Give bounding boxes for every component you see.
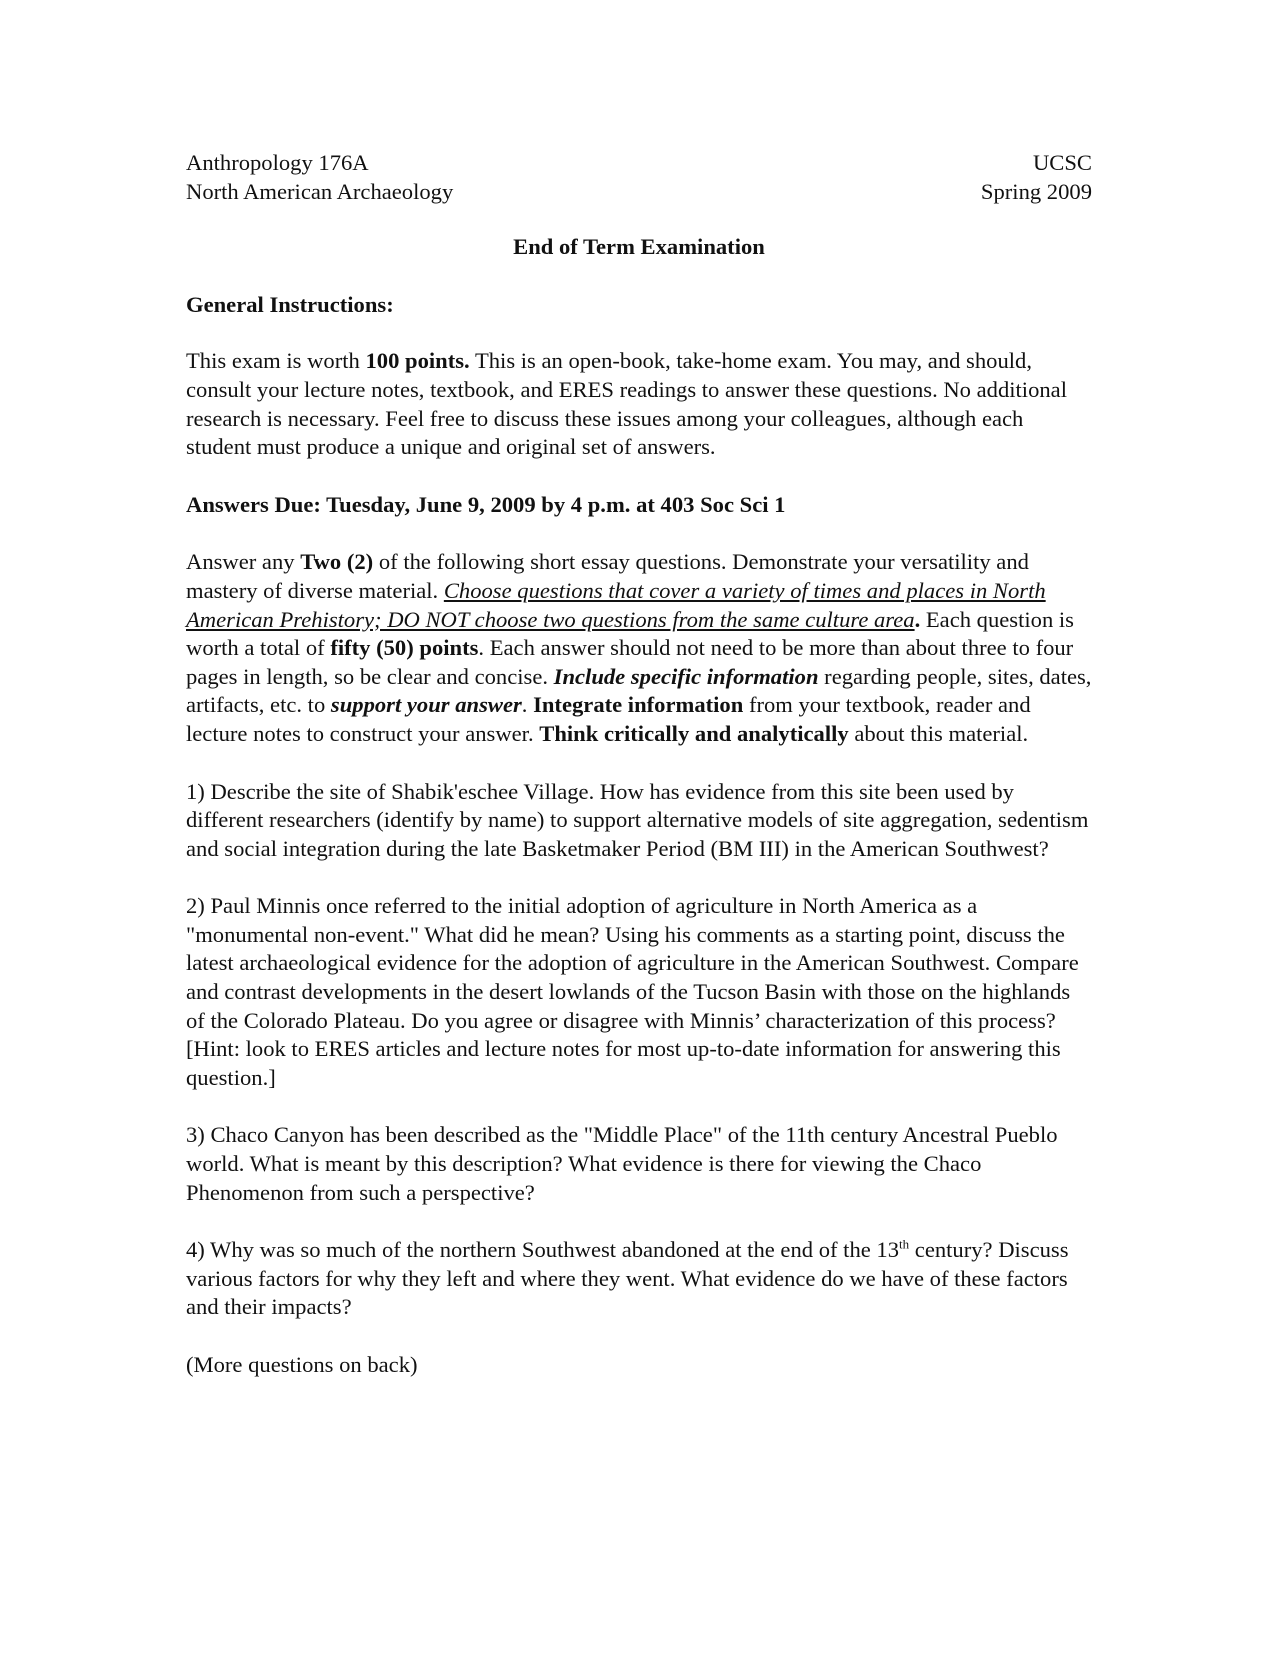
- directions-think: Think critically and analytically: [539, 720, 849, 746]
- directions-include: Include specific information: [553, 663, 819, 689]
- points-total: 100 points.: [365, 348, 470, 374]
- exam-page: [186, 149, 1092, 1380]
- term: Spring 2009: [980, 178, 1092, 204]
- directions-text-c: Each question is worth a total of: [186, 606, 1074, 661]
- directions-integrate: Integrate information: [533, 692, 744, 718]
- question-1: 1) Describe the site of Shabik'eschee Village. How has evidence from this site been used by different researchers (identify by name) to support alternative models of site aggregation, sedentism and social integration during the late Basketmaker Period (BM III) in the American Southwest?: [186, 778, 1089, 861]
- question-3: 3) Chaco Canyon has been described as the "Middle Place" of the 11th century Ancestral Pueblo world. What is meant by this description? What evidence is there for viewing the Chaco Phenomenon from such a perspective?: [186, 1122, 1058, 1205]
- course-title: North American Archaeology: [186, 178, 454, 204]
- directions-support: support your answer: [330, 692, 522, 718]
- course-number: Anthropology 176A: [186, 150, 369, 175]
- question-4-text-a: 4) Why was so much of the northern Southwest abandoned at the end of the 13: [186, 1237, 900, 1263]
- instructions-text-a: This exam is worth: [186, 348, 360, 374]
- directions-text-a: Answer any: [186, 549, 295, 575]
- question-4: [186, 1236, 1092, 1322]
- instructions-paragraph: [186, 347, 1092, 461]
- directions-text-b: of the following short essay questions. Demonstrate your versatility and mastery of diverse material.: [186, 549, 1029, 603]
- institution: UCSC: [1032, 150, 1092, 175]
- exam-title: End of Term Examination: [513, 234, 765, 260]
- directions-paragraph: [186, 548, 1092, 748]
- question-4-text-b: century? Discuss various factors for why they left and where they went. What evidence do we have of these factors and their impacts?: [186, 1237, 1069, 1320]
- instructions-text-b: This is an open-book, take-home exam. You may, and should, consult your lecture notes, textbook, and ERES readings to answer these questions. No additional research is necessary. Feel free to discuss these issues among your colleagues, although each student must produce a unique and original set of answers.: [186, 348, 1067, 460]
- footer-note: (More questions on back): [186, 1352, 418, 1377]
- directions-text-h: about this material.: [848, 720, 1029, 746]
- header-row-2: [186, 178, 1092, 207]
- directions-text-d: . Each answer should not need to be more than about three to four pages in length, so be clear and concise.: [186, 635, 1074, 689]
- directions-text-f: .: [521, 692, 534, 718]
- directions-text-g: from your textbook, reader and lecture notes to construct your answer.: [186, 692, 1031, 746]
- question-2: 2) Paul Minnis once referred to the initial adoption of agriculture in North America as a "monumental non-event." What did he mean? Using his comments as a starting point, discuss the latest archaeological evidence for the adoption of agriculture in the American Southwest. Compare and contrast developments in the desert lowlands of the Tucson Basin with those on the highlands of the Colorado Plateau. Do you agree or disagree with Minnis’ characterization of this process? [Hint: look to ERES articles and lecture notes for most up-to-date information for answering this question.]: [186, 893, 1079, 1090]
- header-row-1: [186, 149, 1092, 178]
- directions-underlined: Choose questions that cover a variety of times and places in North American Prehistory; DO NOT choose two questions from the same culture area: [186, 577, 1046, 632]
- due-date: Answers Due: Tuesday, June 9, 2009 by 4 p.m. at 403 Soc Sci 1: [186, 491, 786, 517]
- directions-period: .: [914, 606, 921, 632]
- directions-two: Two (2): [300, 549, 374, 575]
- question-4-superscript: th: [899, 1236, 910, 1252]
- instructions-heading: General Instructions:: [186, 291, 394, 317]
- directions-fifty-points: fifty (50) points: [330, 635, 479, 661]
- directions-text-e: regarding people, sites, dates, artifacts, etc. to: [186, 663, 1092, 718]
